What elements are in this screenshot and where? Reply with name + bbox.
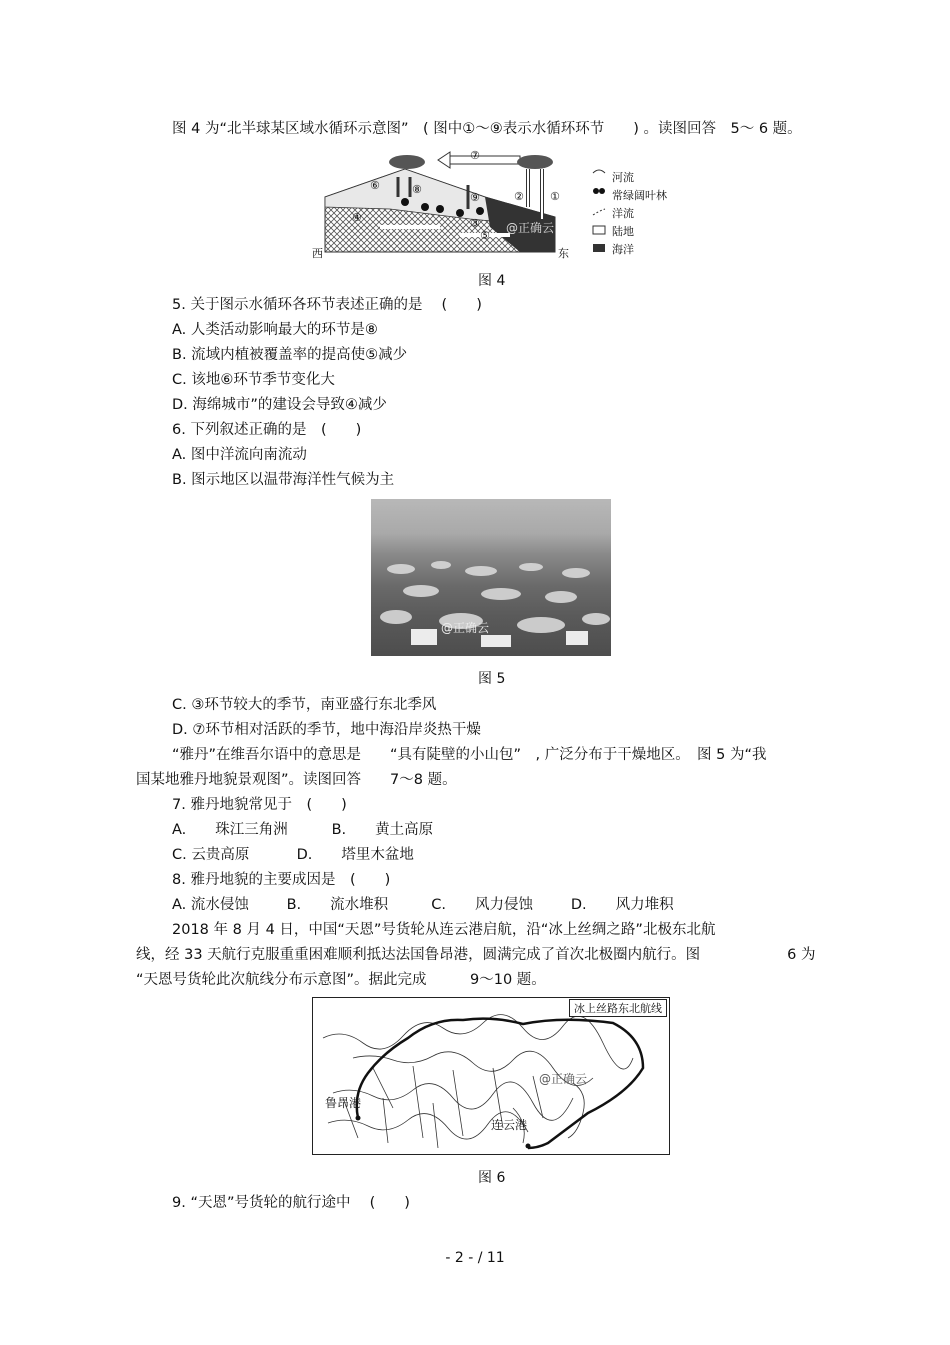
label-5: ⑤ bbox=[480, 229, 490, 242]
figure-4-caption: 图 4 bbox=[478, 273, 506, 289]
q8-option-c: C. 风力侵蚀 bbox=[431, 897, 533, 913]
legend-ocean: 海洋 bbox=[612, 243, 634, 256]
q7-row2 bbox=[172, 845, 414, 865]
label-east: 东 bbox=[558, 247, 569, 260]
legend-ocean-current: 洋流 bbox=[612, 207, 634, 220]
legend-land: 陆地 bbox=[612, 225, 634, 238]
intro-9-10-line3: “天恩号货轮此次航线分布示意图”。据此完成 9～10 题。 bbox=[136, 972, 546, 988]
intro-9-10-line2: 线，经 33 天航行克服重重困难顺利抵达法国鲁昂港，圆满完成了首次北极圈内航行。图 6 为 bbox=[136, 947, 816, 963]
label-8: ⑧ bbox=[412, 183, 422, 196]
q8-row bbox=[172, 895, 674, 915]
q5-option-b: B. 流域内植被覆盖率的提高使⑤减少 bbox=[172, 347, 408, 363]
q8-stem: 8. 雅丹地貌的主要成因是 ( ) bbox=[172, 872, 391, 888]
label-rouen: 鲁昂港 bbox=[325, 1096, 362, 1110]
yardang-landscape bbox=[371, 499, 611, 656]
intro-5-6: 图 4 为“北半球某区域水循环示意图” ( 图中①～⑨表示水循环环节 ) 。读图回答 5～ 6 题。 bbox=[172, 121, 802, 137]
legend-evergreen-forest: 常绿阔叶林 bbox=[612, 189, 667, 202]
label-lianyungang: 连云港 bbox=[491, 1118, 528, 1132]
figure-4 bbox=[310, 147, 680, 262]
q6-option-c: C. ③环节较大的季节，南亚盛行东北季风 bbox=[172, 697, 437, 713]
q7-option-d: D. 塔里木盆地 bbox=[296, 847, 414, 863]
figure-5-caption: 图 5 bbox=[478, 671, 506, 687]
watermark: @正确云 bbox=[539, 1072, 588, 1086]
q8-option-d: D. 风力堆积 bbox=[570, 897, 674, 913]
q7-stem: 7. 雅丹地貌常见于 ( ) bbox=[172, 797, 347, 813]
label-1: ① bbox=[550, 190, 560, 203]
figure-6-caption: 图 6 bbox=[478, 1170, 506, 1186]
q8-option-b: B. 流水堆积 bbox=[286, 897, 389, 913]
q7-option-b: B. 黄土高原 bbox=[331, 822, 434, 838]
label-4: ④ bbox=[352, 211, 362, 224]
label-2: ② bbox=[514, 190, 524, 203]
q5-stem: 5. 关于图示水循环各环节表述正确的是 ( ) bbox=[172, 297, 482, 313]
q9-stem: 9. “天恩”号货轮的航行途中 ( ) bbox=[172, 1195, 410, 1211]
page-number: - 2 - / 11 bbox=[445, 1250, 505, 1266]
intro-7-8-line2: 国某地雅丹地貌景观图”。读图回答 7～8 题。 bbox=[136, 772, 457, 788]
q6-stem: 6. 下列叙述正确的是 ( ) bbox=[172, 422, 362, 438]
q5-option-d: D. 海绵城市”的建设会导致④减少 bbox=[172, 397, 387, 413]
q7-option-c: C. 云贵高原 bbox=[172, 847, 250, 863]
q6-option-d: D. ⑦环节相对活跃的季节，地中海沿岸炎热干燥 bbox=[172, 722, 481, 738]
label-west: 西 bbox=[312, 247, 323, 260]
watermark: @正确云 bbox=[506, 221, 555, 235]
intro-9-10-line1: 2018 年 8 月 4 日，中国“天恩”号货轮从连云港启航，沿“冰上丝绸之路”北极东北航 bbox=[172, 922, 716, 938]
route-legend: 冰上丝路东北航线 bbox=[569, 999, 667, 1017]
figure-6-map bbox=[312, 997, 670, 1155]
q5-option-c: C. 该地⑥环节季节变化大 bbox=[172, 372, 335, 388]
intro-7-8-line1: “雅丹”在维吾尔语中的意思是 “具有陡壁的小山包” , 广泛分布于干燥地区。 图 5 为“我 bbox=[172, 747, 767, 763]
q8-option-a: A. 流水侵蚀 bbox=[172, 897, 249, 913]
label-9: ⑨ bbox=[470, 191, 480, 204]
q6-option-a: A. 图中洋流向南流动 bbox=[172, 447, 307, 463]
legend-river: 河流 bbox=[612, 171, 634, 184]
q7-option-a: A. 珠江三角洲 bbox=[172, 822, 288, 838]
q5-option-a: A. 人类活动影响最大的环节是⑧ bbox=[172, 322, 378, 338]
label-3: ③ bbox=[470, 217, 480, 230]
label-7: ⑦ bbox=[470, 149, 480, 162]
label-6: ⑥ bbox=[370, 179, 380, 192]
q7-row1 bbox=[172, 820, 433, 840]
yardang-photo bbox=[371, 499, 611, 656]
watermark: @正确云 bbox=[441, 621, 490, 635]
q6-option-b: B. 图示地区以温带海洋性气候为主 bbox=[172, 472, 395, 488]
